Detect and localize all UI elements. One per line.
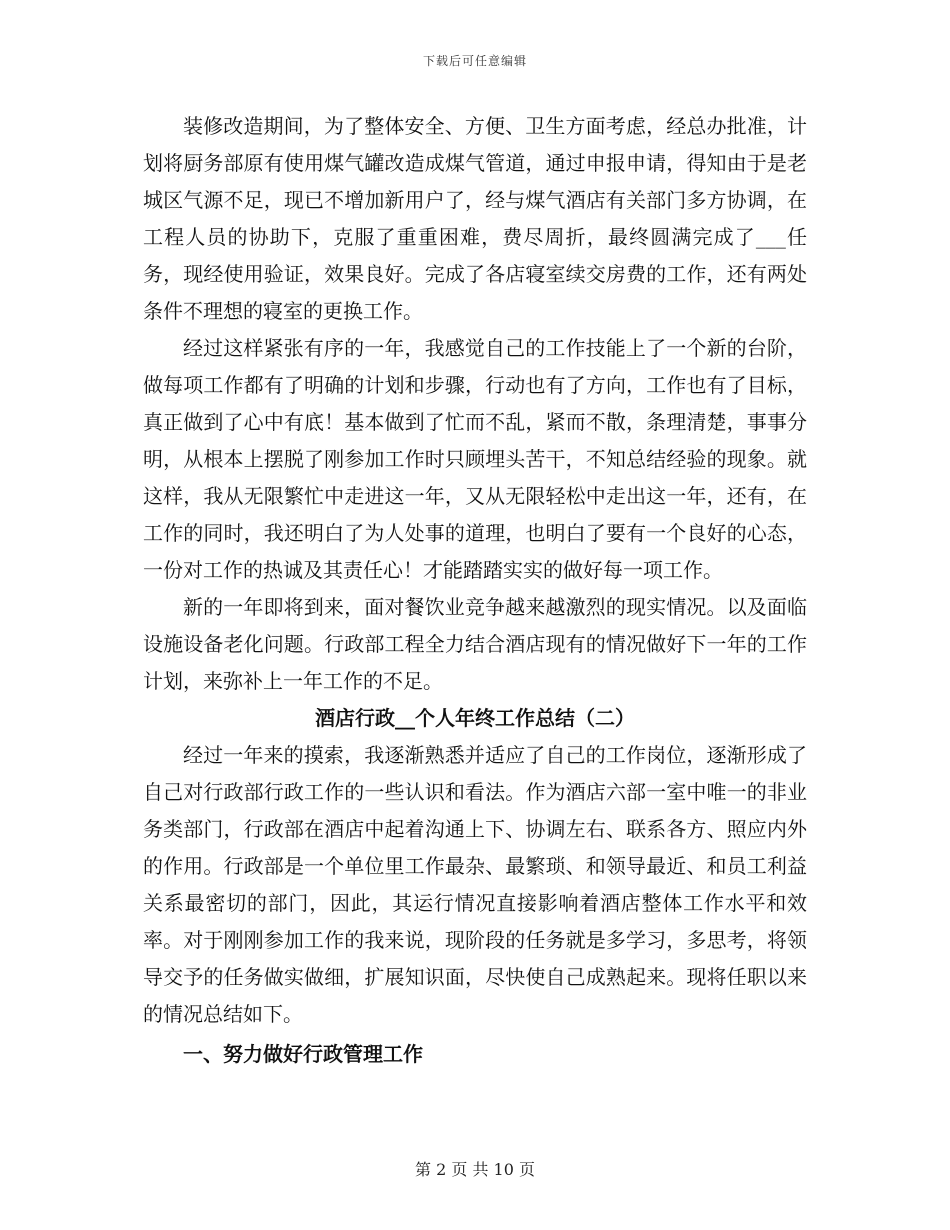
paragraph-next-year: 新的一年即将到来，面对餐饮业竞争越来越激烈的现实情况。以及面临设施设备老化问题。行政部工程全力结合酒店现有的情况做好下一年的工作计划，来弥补上一年工作的不足。 [143,595,807,693]
paragraph-summary-intro: 经过一年来的摸索，我逐渐熟悉并适应了自己的工作岗位，逐渐形成了自己对行政部行政工作的一些认识和看法。作为酒店六部一室中唯一的非业务类部门，行政部在酒店中起着沟通上下、协调左右、联系各方、照应内外的作用。行政部是一个单位里工作最杂、最繁琐、和领导最近、和员工利益关系最密切的部门，因此，其运行情况直接影响着酒店整体工作水平和效率。对于刚刚参加工作的我来说，现阶段的任务就是多学习，多思考，将领导交予的任务做实做细，扩展知识面，尽快使自己成熟起来。现将任职以来的情况总结如下。 [143,743,807,1026]
page-header-note: 下载后可任意编辑 [422,54,527,68]
subheading-admin-work: 一、努力做好行政管理工作 [183,1042,423,1066]
paragraph-year-reflection: 经过这样紧张有序的一年，我感觉自己的工作技能上了一个新的台阶，做每项工作都有了明确的计划和步骤，行动也有了方向，工作也有了目标，真正做到了心中有底！基本做到了忙而不乱，紧而不散，条理清楚，事事分明，从根本上摆脱了刚参加工作时只顾埋头苦干，不知总结经验的现象。就这样，我从无限繁忙中走进这一年，又从无限轻松中走出这一年，还有，在工作的同时，我还明白了为人处事的道理，也明白了要有一个良好的心态，一份对工作的热诚及其责任心！才能踏踏实实的做好每一项工作。 [143,336,807,582]
paragraph-renovation: 装修改造期间，为了整体安全、方便、卫生方面考虑，经总办批准，计划将厨务部原有使用煤气罐改造成煤气管道，通过申报申请，得知由于是老城区气源不足，现已不增加新用户了，经与煤气酒店有关部门多方协调，在工程人员的协助下，克服了重重困难，费尽周折，最终圆满完成了___任务，现经使用验证，效果良好。完成了各店寝室续交房费的工作，还有两处条件不理想的寝室的更换工作。 [143,114,807,323]
page-number: 第 2 页 共 10 页 [415,1160,535,1179]
document-body [143,108,807,1073]
section-title: 酒店行政__个人年终工作总结（二） [315,706,635,730]
